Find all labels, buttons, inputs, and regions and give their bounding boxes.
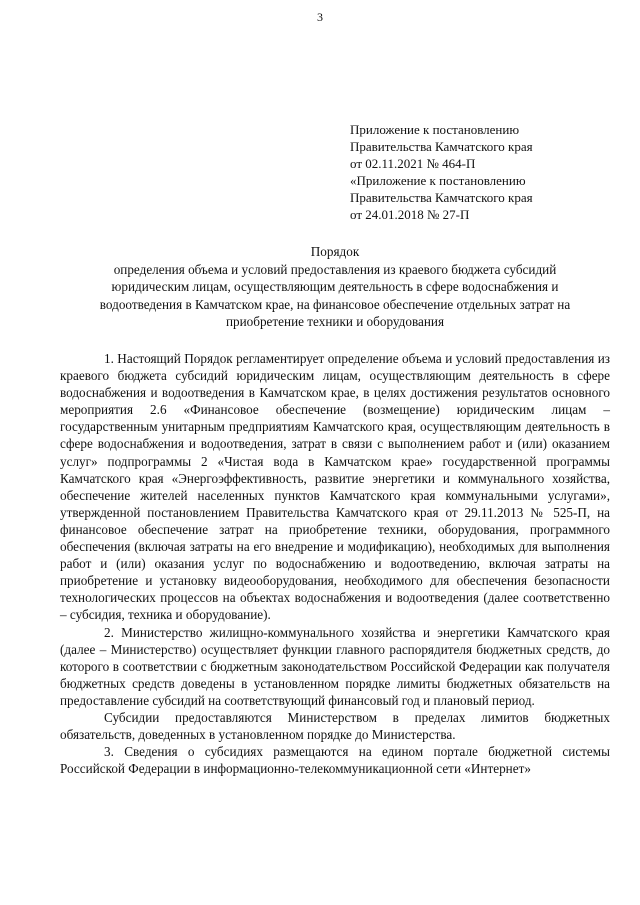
document-title-block (50, 243, 620, 331)
appendix-line: Правительства Камчатского края (350, 190, 533, 205)
appendix-line: от 02.11.2021 № 464-П (350, 156, 476, 171)
paragraph-2: 2. Министерство жилищно-коммунального хозяйства и энергетики Камчатского края (далее – Министерство) осуществляет функции главного распорядителя бюджетных средств, до которого в соответствии с бюджетным законодательством Российской Федерации как получателя бюджетных средств доведены в установленном порядке лимиты бюджетных обязательств на предоставление субсидий на соответствующий финансовый год и плановый период. (60, 624, 610, 708)
appendix-line: «Приложение к постановлению (350, 173, 526, 188)
document-heading: Порядок (310, 244, 360, 259)
appendix-line: Правительства Камчатского края (350, 139, 533, 154)
appendix-line: Приложение к постановлению (350, 122, 520, 137)
document-body (60, 350, 610, 777)
appendix-reference-block (350, 121, 533, 223)
title-line: водоотведения в Камчатском крае, на финансовое обеспечение отдельных затрат на (99, 296, 571, 312)
title-line: определения объема и условий предоставления из краевого бюджета субсидий (113, 261, 557, 277)
paragraph-3: 3. Сведения о субсидиях размещаются на едином портале бюджетной системы Российской Федерации в информационно-телекоммуникационной сети «Интернет» (60, 744, 610, 777)
appendix-line: от 24.01.2018 № 27-П (350, 207, 470, 222)
title-line: приобретение техники и оборудования (225, 314, 445, 329)
paragraph-1: 1. Настоящий Порядок регламентирует определение объема и условий предоставления из краевого бюджета субсидий юридическим лицам, осуществляющим деятельность в сфере водоснабжения и водоотведения в Камчатском крае, в целях достижения результатов основного мероприятия 2.6 «Финансовое обеспечение (возмещение) юридическим лицам – государственным унитарным предприятиям Камчатского края, осуществляющим деятельность в сфере водоснабжения и водоотведения, затрат в связи с выполнением работ и (или) оказанием услуг» подпрограммы 2 «Чистая вода в Камчатском крае» государственной программы Камчатского края «Энергоэффективность, развитие энергетики и коммунального хозяйства, обеспечение жителей населенных пунктов Камчатского края коммунальными услугами», утвержденной постановлением Правительства Камчатского края от 29.11.2013 № 525-П, на финансовое обеспечение затрат на приобретение техники, оборудования, программного обеспечения (включая затраты на его внедрение и модификацию), необходимых для выполнения работ и (или) оказания услуг по водоснабжению и водоотведению, включая затраты на приобретение и установку видеооборудования, необходимого для обеспечения безопасности технологических процессов на объектах водоснабжения и водоотведения (далее соответственно – субсидия, техника и оборудование). (60, 351, 610, 623)
page-number: 3 (317, 10, 323, 24)
title-line: юридическим лицам, осуществляющим деятельность в сфере водоснабжения и (111, 279, 559, 294)
paragraph-2-continued: Субсидии предоставляются Министерством в пределах лимитов бюджетных обязательств, доведенных в установленном порядке до Министерства. (60, 709, 610, 743)
